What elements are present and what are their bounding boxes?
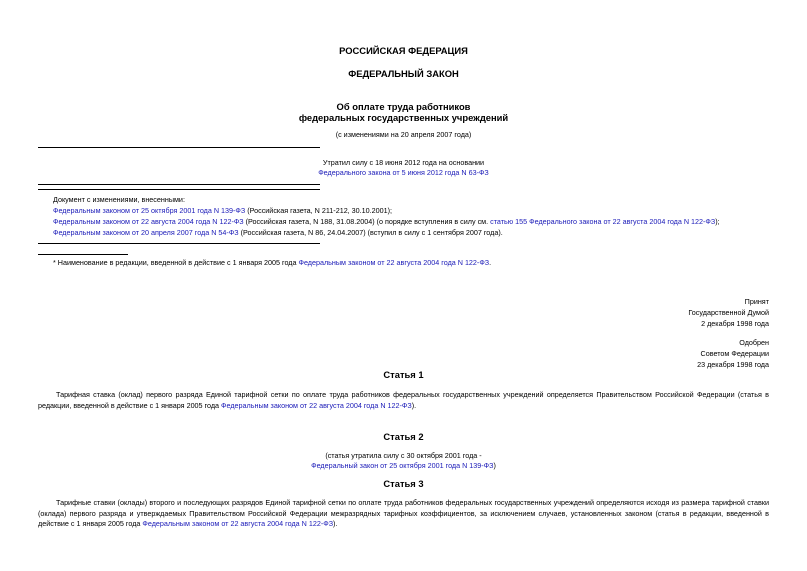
article-heading: Статья 1 <box>383 369 424 380</box>
country-title: РОССИЙСКАЯ ФЕДЕРАЦИЯ <box>339 45 468 56</box>
change-item <box>53 228 503 238</box>
council-approved: Одобрен <box>739 338 769 347</box>
article-end: ) <box>493 461 496 470</box>
divider <box>38 184 320 185</box>
divider <box>38 147 320 148</box>
article-law-link[interactable]: Федеральный закон от 25 октября 2001 года N 139-ФЗ <box>311 461 494 470</box>
changes-intro: Документ с изменениями, внесенными: <box>53 195 185 204</box>
change-text-end: ); <box>715 217 720 226</box>
repeal-link-row <box>0 168 807 178</box>
article-law-link[interactable]: Федеральным законом от 22 августа 2004 года N 122-ФЗ <box>142 519 334 529</box>
article-text <box>38 390 769 411</box>
divider <box>38 189 320 190</box>
duma-accepted: Принят <box>744 297 769 306</box>
change-item <box>53 206 392 216</box>
council-name: Советом Федерации <box>700 349 769 358</box>
footnote-text: * Наименование в редакции, введенной в действие с 1 января 2005 года <box>53 258 299 267</box>
article-heading: Статья 2 <box>383 431 424 442</box>
change-law-link[interactable]: Федеральным законом от 25 октября 2001 года N 139-ФЗ <box>53 206 246 215</box>
change-text: (Российская газета, N 211-212, 30.10.2001); <box>245 206 393 215</box>
change-law-link[interactable]: Федеральным законом от 22 августа 2004 года N 122-ФЗ <box>53 217 244 226</box>
law-title-line1: Об оплате труда работников <box>336 101 471 112</box>
duma-name: Государственной Думой <box>688 308 769 317</box>
edition-note: (с изменениями на 20 апреля 2007 года) <box>335 130 472 139</box>
change-text: (Российская газета, N 188, 31.08.2004) (о порядке вступления в силу см. <box>243 217 491 226</box>
change-text: (Российская газета, N 86, 24.04.2007) (вступил в силу с 1 сентября 2007 года). <box>238 228 503 237</box>
article-heading: Статья 3 <box>383 478 424 489</box>
article-text <box>38 498 769 530</box>
article-155-link[interactable]: статью 155 Федерального закона от 22 августа 2004 года N 122-ФЗ <box>490 217 716 226</box>
article-body: Тарифные ставки (оклады) второго и последующих разрядов Единой тарифной сетки по оплате труда работников федеральных государственных учреждений определяются исходя из размера тарифной ставки (оклада) первого разряда и утверждаемых Правительством Российской Федерации межразрядных тарифных коэффициентов, за исключением случаев, установленных законом (статья в редакции, введенной в действие с 1 января 2005 года <box>38 498 769 529</box>
footnote-divider <box>38 254 128 255</box>
article-body: Тарифная ставка (оклад) первого разряда Единой тарифной сетки по оплате труда работников федеральных государственных учреждений определяется Правительством Российской Федерации (статья в редакции, введенной в действие с 1 января 2005 года <box>38 390 769 410</box>
article-end: ). <box>333 519 338 529</box>
duma-date: 2 декабря 1998 года <box>701 319 769 328</box>
article-repeal-row <box>0 461 807 471</box>
article-end: ). <box>411 400 417 410</box>
law-type: ФЕДЕРАЛЬНЫЙ ЗАКОН <box>348 68 459 79</box>
change-item <box>53 217 720 227</box>
footnote-end: . <box>489 258 492 267</box>
divider <box>38 243 320 244</box>
repeal-note: Утратил силу с 18 июня 2012 года на основании <box>322 158 485 167</box>
footnote <box>53 258 491 268</box>
law-title-line2: федеральных государственных учреждений <box>298 112 509 123</box>
repeal-law-link[interactable]: Федерального закона от 5 июня 2012 года N 63-ФЗ <box>318 168 489 177</box>
footnote-law-link[interactable]: Федеральным законом от 22 августа 2004 года N 122-ФЗ <box>298 258 490 267</box>
article-law-link[interactable]: Федеральным законом от 22 августа 2004 года N 122-ФЗ <box>221 400 412 410</box>
article-repeal-note: (статья утратила силу с 30 октября 2001 года - <box>325 451 482 460</box>
council-date: 23 декабря 1998 года <box>697 360 769 369</box>
change-law-link[interactable]: Федеральным законом от 20 апреля 2007 года N 54-ФЗ <box>53 228 239 237</box>
